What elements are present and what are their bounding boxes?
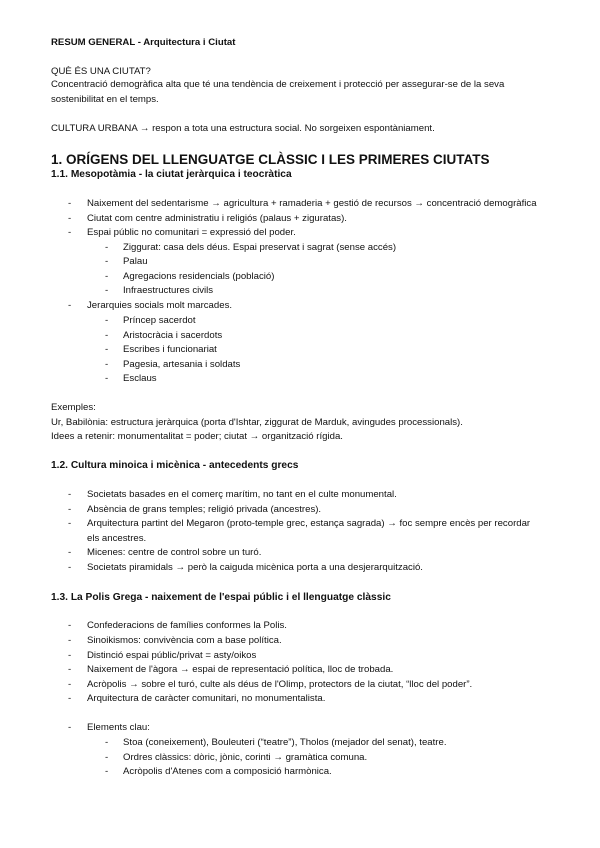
list-item: Confederacions de famílies conformes la Polis. (87, 620, 287, 631)
list-bullet: - (68, 620, 72, 631)
subsection-1-2-heading: 1.2. Cultura minoica i micènica - antecedents grecs (51, 460, 299, 471)
list-bullet: - (105, 315, 109, 326)
list-bullet: - (105, 344, 109, 355)
list-item: Arquitectura de caràcter comunitari, no monumentalista. (87, 693, 326, 704)
cultura-urbana-line: CULTURA URBANA → respon a tota una estructura social. No sorgeixen espontàniament. (51, 123, 435, 134)
list-bullet: - (105, 766, 109, 777)
list-bullet: - (105, 373, 109, 384)
definition-line-1: Concentració demogràfica alta que té una tendència de creixement i protecció per assegurar-se de la seva (51, 79, 505, 90)
section-1-heading: 1. ORÍGENS DEL LLENGUATGE CLÀSSIC I LES PRIMERES CIUTATS (51, 152, 490, 167)
examples-label: Exemples: (51, 402, 96, 413)
list-bullet: - (68, 679, 72, 690)
list-bullet: - (105, 330, 109, 341)
definition-line-2: sostenibilitat en el temps. (51, 94, 159, 105)
list-item: Absència de grans temples; religió privada (ancestres). (87, 504, 322, 515)
sub-list-item: Acròpolis d'Atenes com a composició harmònica. (123, 766, 332, 777)
list-item: Societats piramidals → però la caiguda micènica porta a una desjerarquització. (87, 562, 423, 573)
list-bullet: - (68, 635, 72, 646)
list-bullet: - (68, 650, 72, 661)
list-bullet: - (68, 722, 72, 733)
list-item-continuation: els ancestres. (87, 533, 147, 544)
list-bullet: - (68, 198, 72, 209)
list-item: Espai públic no comunitari = expressió del poder. (87, 227, 296, 238)
list-item: Elements clau: (87, 722, 150, 733)
sub-list-item: Ordres clàssics: dòric, jònic, corinti → gramàtica comuna. (123, 752, 368, 763)
list-bullet: - (105, 752, 109, 763)
list-bullet: - (105, 271, 109, 282)
list-item: Distinció espai públic/privat = asty/oikos (87, 650, 257, 661)
list-bullet: - (68, 664, 72, 675)
list-bullet: - (105, 256, 109, 267)
list-bullet: - (68, 518, 72, 529)
list-item: Societats basades en el comerç marítim, no tant en el culte monumental. (87, 489, 397, 500)
list-bullet: - (68, 213, 72, 224)
list-item: Ciutat com centre administratiu i religiós (palaus + ziguratas). (87, 213, 347, 224)
list-item: Arquitectura partint del Megaron (proto-temple grec, estança sagrada) → foc sempre encès per recordar (87, 518, 531, 529)
list-bullet: - (68, 562, 72, 573)
sub-list-item: Infraestructures civils (123, 285, 214, 296)
sub-list-item: Escribes i funcionariat (123, 344, 217, 355)
sub-list-item: Palau (123, 256, 148, 267)
sub-list-item: Pagesia, artesania i soldats (123, 359, 241, 370)
example-line-2: Idees a retenir: monumentalitat = poder; ciutat → organització rígida. (51, 431, 343, 442)
sub-list-item: Stoa (coneixement), Bouleuteri (“teatre”), Tholos (mejador del senat), teatre. (123, 737, 447, 748)
list-item: Sinoikismos: convivència com a base política. (87, 635, 282, 646)
list-item: Naixement de l'àgora → espai de representació política, lloc de trobada. (87, 664, 394, 675)
subsection-1-3-heading: 1.3. La Polis Grega - naixement de l'espai públic i el llenguatge clàssic (51, 592, 391, 603)
list-bullet: - (105, 242, 109, 253)
list-bullet: - (105, 737, 109, 748)
list-bullet: - (68, 547, 72, 558)
list-bullet: - (105, 285, 109, 296)
list-item: Acròpolis → sobre el turó, culte als déus de l'Olimp, protectors de la ciutat, “lloc del poder”. (87, 679, 473, 690)
sub-list-item: Esclaus (123, 373, 157, 384)
subsection-1-1-heading: 1.1. Mesopotàmia - la ciutat jeràrquica i teocràtica (51, 169, 292, 180)
list-bullet: - (68, 693, 72, 704)
sub-list-item: Agregacions residencials (població) (123, 271, 275, 282)
list-bullet: - (68, 300, 72, 311)
example-line-1: Ur, Babilònia: estructura jeràrquica (porta d'Ishtar, ziggurat de Marduk, avingudes processionals). (51, 417, 463, 428)
list-bullet: - (68, 227, 72, 238)
document-title: RESUM GENERAL - Arquitectura i Ciutat (51, 37, 236, 48)
sub-list-item: Ziggurat: casa dels déus. Espai preservat i sagrat (sense accés) (123, 242, 397, 253)
sub-list-item: Aristocràcia i sacerdots (123, 330, 223, 341)
list-bullet: - (68, 489, 72, 500)
list-item: Naixement del sedentarisme → agricultura + ramaderia + gestió de recursos → concentració demogràfica (87, 198, 537, 209)
list-bullet: - (105, 359, 109, 370)
list-item: Jerarquies socials molt marcades. (87, 300, 233, 311)
list-bullet: - (68, 504, 72, 515)
list-item: Micenes: centre de control sobre un turó. (87, 547, 262, 558)
question-heading: QUÈ ÉS UNA CIUTAT? (51, 66, 151, 77)
sub-list-item: Príncep sacerdot (123, 315, 196, 326)
